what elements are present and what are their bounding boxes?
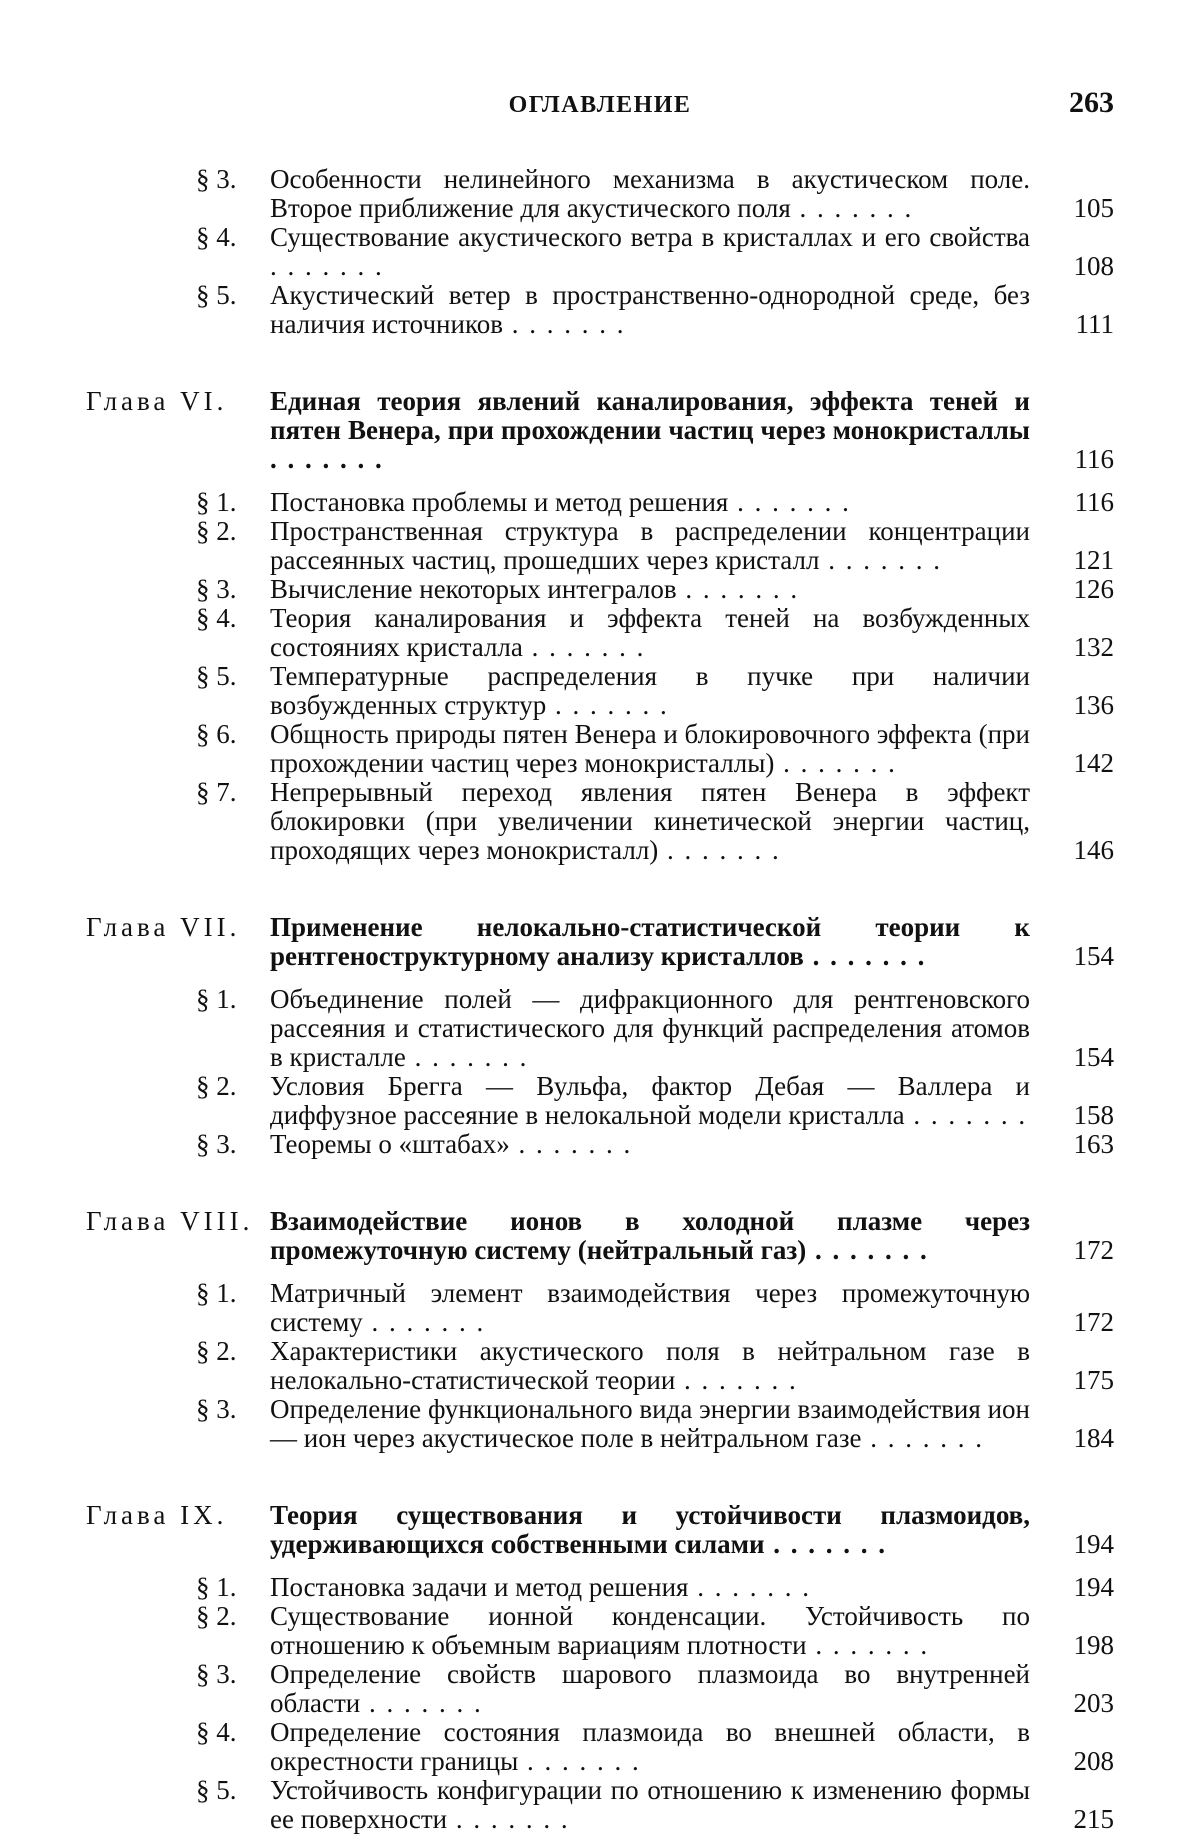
section-label: § 5. [196, 661, 237, 691]
entry-page-number: 132 [1073, 632, 1114, 662]
chapter-spacer [0, 1559, 1200, 1573]
entry-text: Вычисление некоторых интегралов [270, 574, 677, 604]
dot-leader: . . . . . . . [675, 1365, 798, 1395]
section-label: § 2. [196, 1336, 237, 1366]
toc-section-entry [0, 1279, 1200, 1337]
dot-leader: . . . . . . . [658, 835, 781, 865]
entry-text: Определение состояния плазмоида во внешней области, в окрестности границы [270, 1717, 1030, 1776]
entry-page-number: 194 [1073, 1529, 1114, 1559]
entry-text: Акустический ветер в пространственно-однородной среде, без наличия источников [270, 280, 1030, 339]
section-label: § 5. [196, 280, 237, 310]
entry-text: Характеристики акустического поля в нейтральном газе в нелокально-статистической теории [270, 1336, 1030, 1395]
entry-text: Определение функционального вида энергии взаимодействия ион — ион через акустическое поле в нейтральном газе [270, 1394, 1030, 1453]
chapter-spacer [0, 1265, 1200, 1279]
toc-section-entry [0, 778, 1200, 865]
toc-section-entry [0, 604, 1200, 662]
section-title [270, 1072, 1030, 1130]
entry-page-number: 146 [1073, 835, 1114, 865]
entry-page-number: 116 [1074, 444, 1114, 474]
toc-section-entry [0, 1072, 1200, 1130]
entry-text: Применение нелокально-статистической теории к рентгеноструктурному анализу кристаллов [270, 912, 1030, 971]
entry-page-number: 142 [1073, 748, 1114, 778]
dot-leader: . . . . . . . [447, 1804, 570, 1834]
entry-page-number: 108 [1073, 251, 1114, 281]
dot-leader: . . . . . . . [790, 193, 914, 223]
section-label: § 1. [196, 984, 237, 1014]
entry-page-number: 208 [1073, 1746, 1114, 1776]
chapter-title [270, 1207, 1030, 1265]
entry-page-number: 172 [1073, 1307, 1114, 1337]
dot-leader: . . . . . . . [522, 632, 646, 662]
entry-text: Теория существования и устойчивости плазмоидов, удерживающихся собственными силами [270, 1500, 1030, 1559]
entry-page-number: 121 [1073, 545, 1114, 575]
dot-leader: . . . . . . . [764, 1529, 888, 1559]
entry-page-number: 172 [1073, 1235, 1114, 1265]
chapter-gap [0, 1453, 1200, 1501]
entry-page-number: 203 [1073, 1688, 1114, 1718]
toc-section-entry [0, 1130, 1200, 1159]
section-title [270, 1395, 1030, 1453]
section-title [270, 662, 1030, 720]
entry-text: Теоремы о «штабах» [270, 1129, 510, 1159]
dot-leader: . . . . . . . [904, 1100, 1028, 1130]
entry-text: Существование ионной конденсации. Устойчивость по отношению к объемным вариациям плотности [270, 1601, 1030, 1660]
dot-leader: . . . . . . . [518, 1746, 641, 1776]
section-label: § 6. [196, 719, 237, 749]
toc-section-entry [0, 1337, 1200, 1395]
entry-page-number: 116 [1074, 487, 1114, 517]
section-title [270, 223, 1030, 281]
section-label: § 2. [196, 1071, 237, 1101]
page-number: 263 [1069, 86, 1114, 119]
toc-section-entry [0, 1718, 1200, 1776]
section-label: § 3. [196, 164, 237, 194]
toc-section-entry [0, 1776, 1200, 1834]
entry-text: Условия Брегга — Вульфа, фактор Дебая — Валлера и диффузное рассеяние в нелокальной модели кристалла [270, 1071, 1030, 1130]
entry-text: Постановка проблемы и метод решения [270, 487, 729, 517]
toc-chapter-entry [0, 387, 1200, 474]
dot-leader: . . . . . . . [509, 1129, 633, 1159]
page-header [0, 86, 1200, 126]
dot-leader: . . . . . . . [819, 545, 942, 575]
dot-leader: . . . . . . . [806, 1235, 929, 1265]
section-title [270, 1602, 1030, 1660]
section-title [270, 165, 1030, 223]
dot-leader: . . . . . . . [270, 444, 384, 474]
entry-text: Взаимодействие ионов в холодной плазме через промежуточную систему (нейтральный газ) [270, 1206, 1030, 1265]
toc-section-entry [0, 517, 1200, 575]
toc-section-entry [0, 165, 1200, 223]
section-title [270, 575, 1030, 604]
section-label: § 7. [196, 777, 237, 807]
section-title [270, 604, 1030, 662]
entry-page-number: 105 [1073, 193, 1114, 223]
entry-text: Единая теория явлений каналирования, эффекта теней и пятен Венера, при прохождении частиц через монокристаллы [270, 386, 1030, 445]
entry-page-number: 163 [1073, 1129, 1114, 1159]
section-title [270, 1279, 1030, 1337]
section-label: § 1. [196, 487, 237, 517]
chapter-spacer [0, 971, 1200, 985]
section-title [270, 1573, 1030, 1602]
toc-section-entry [0, 575, 1200, 604]
entry-page-number: 111 [1075, 309, 1114, 339]
section-label: § 2. [196, 516, 237, 546]
entry-page-number: 198 [1073, 1630, 1114, 1660]
chapter-label: Глава IX. [86, 1500, 228, 1530]
section-title [270, 517, 1030, 575]
chapter-title [270, 1501, 1030, 1559]
entry-text: Существование акустического ветра в кристаллах и его свойства [270, 222, 1030, 252]
entry-page-number: 215 [1073, 1804, 1114, 1834]
toc-section-entry [0, 720, 1200, 778]
chapter-gap [0, 339, 1200, 387]
chapter-spacer [0, 474, 1200, 488]
entry-page-number: 136 [1073, 690, 1114, 720]
dot-leader: . . . . . . . [861, 1423, 984, 1453]
section-label: § 3. [196, 574, 237, 604]
dot-leader: . . . . . . . [688, 1572, 811, 1602]
section-title [270, 720, 1030, 778]
entry-text: Постановка задачи и метод решения [270, 1572, 689, 1602]
running-title: ОГЛАВЛЕНИЕ [508, 92, 692, 118]
entry-page-number: 194 [1073, 1572, 1114, 1602]
dot-leader: . . . . . . . [728, 487, 851, 517]
dot-leader: . . . . . . . [270, 251, 384, 281]
entry-page-number: 184 [1073, 1423, 1114, 1453]
section-label: § 3. [196, 1394, 237, 1424]
chapter-label: Глава VIII. [86, 1206, 254, 1236]
entry-page-number: 154 [1073, 941, 1114, 971]
dot-leader: . . . . . . . [803, 941, 927, 971]
section-label: § 2. [196, 1601, 237, 1631]
entry-text: Объединение полей — дифракционного для рентгеновского рассеяния и статистического для функций распределения атомов в кристалле [270, 984, 1030, 1072]
section-title [270, 1130, 1030, 1159]
chapter-gap [0, 865, 1200, 913]
entry-text: Определение свойств шарового плазмоида во внутренней области [270, 1659, 1030, 1718]
entry-text: Температурные распределения в пучке при наличии возбужденных структур [270, 661, 1030, 720]
section-label: § 3. [196, 1129, 237, 1159]
toc-section-entry [0, 281, 1200, 339]
section-title [270, 778, 1030, 865]
toc-section-entry [0, 1602, 1200, 1660]
dot-leader: . . . . . . . [774, 748, 897, 778]
dot-leader: . . . . . . . [405, 1042, 529, 1072]
toc-chapter-entry [0, 913, 1200, 971]
entry-page-number: 154 [1073, 1042, 1114, 1072]
dot-leader: . . . . . . . [360, 1688, 483, 1718]
chapter-label: Глава VI. [86, 386, 228, 416]
toc-section-entry [0, 1660, 1200, 1718]
toc-section-entry [0, 985, 1200, 1072]
dot-leader: . . . . . . . [362, 1307, 486, 1337]
entry-text: Матричный элемент взаимодействия через промежуточную систему [270, 1278, 1030, 1337]
toc-chapter-entry [0, 1207, 1200, 1265]
section-title [270, 1718, 1030, 1776]
section-title [270, 488, 1030, 517]
toc-chapter-entry [0, 1501, 1200, 1559]
entry-text: Устойчивость конфигурации по отношению к изменению формы ее поверхности [270, 1775, 1030, 1834]
chapter-label: Глава VII. [86, 912, 241, 942]
section-label: § 5. [196, 1775, 237, 1805]
dot-leader: . . . . . . . [806, 1630, 930, 1660]
toc-section-entry [0, 1395, 1200, 1453]
entry-page-number: 158 [1073, 1100, 1114, 1130]
chapter-title [270, 913, 1030, 971]
entry-text: Особенности нелинейного механизма в акустическом поле. Второе приближение для акустического поля [270, 164, 1030, 223]
table-of-contents [0, 165, 1200, 1834]
toc-section-entry [0, 1573, 1200, 1602]
section-label: § 4. [196, 222, 237, 252]
chapter-title [270, 387, 1030, 474]
entry-text: Непрерывный переход явления пятен Венера в эффект блокировки (при увеличении кинетической энергии частиц, проходящих через монокристалл) [270, 777, 1030, 865]
dot-leader: . . . . . . . [676, 574, 800, 604]
section-label: § 1. [196, 1572, 237, 1602]
chapter-gap [0, 1159, 1200, 1207]
section-label: § 1. [196, 1278, 237, 1308]
toc-section-entry [0, 488, 1200, 517]
section-title [270, 1776, 1030, 1834]
section-label: § 4. [196, 603, 237, 633]
section-title [270, 281, 1030, 339]
section-title [270, 1337, 1030, 1395]
section-label: § 4. [196, 1717, 237, 1747]
section-title [270, 1660, 1030, 1718]
section-label: § 3. [196, 1659, 237, 1689]
entry-text: Общность природы пятен Венера и блокировочного эффекта (при прохождении частиц через монокристаллы) [270, 719, 1030, 778]
toc-section-entry [0, 223, 1200, 281]
entry-text: Теория каналирования и эффекта теней на возбужденных состояниях кристалла [270, 603, 1030, 662]
dot-leader: . . . . . . . [546, 690, 669, 720]
entry-page-number: 126 [1073, 574, 1114, 604]
dot-leader: . . . . . . . [502, 309, 626, 339]
entry-page-number: 175 [1073, 1365, 1114, 1395]
toc-section-entry [0, 662, 1200, 720]
entry-text: Пространственная структура в распределении концентрации рассеянных частиц, прошедших через кристалл [270, 516, 1030, 575]
section-title [270, 985, 1030, 1072]
